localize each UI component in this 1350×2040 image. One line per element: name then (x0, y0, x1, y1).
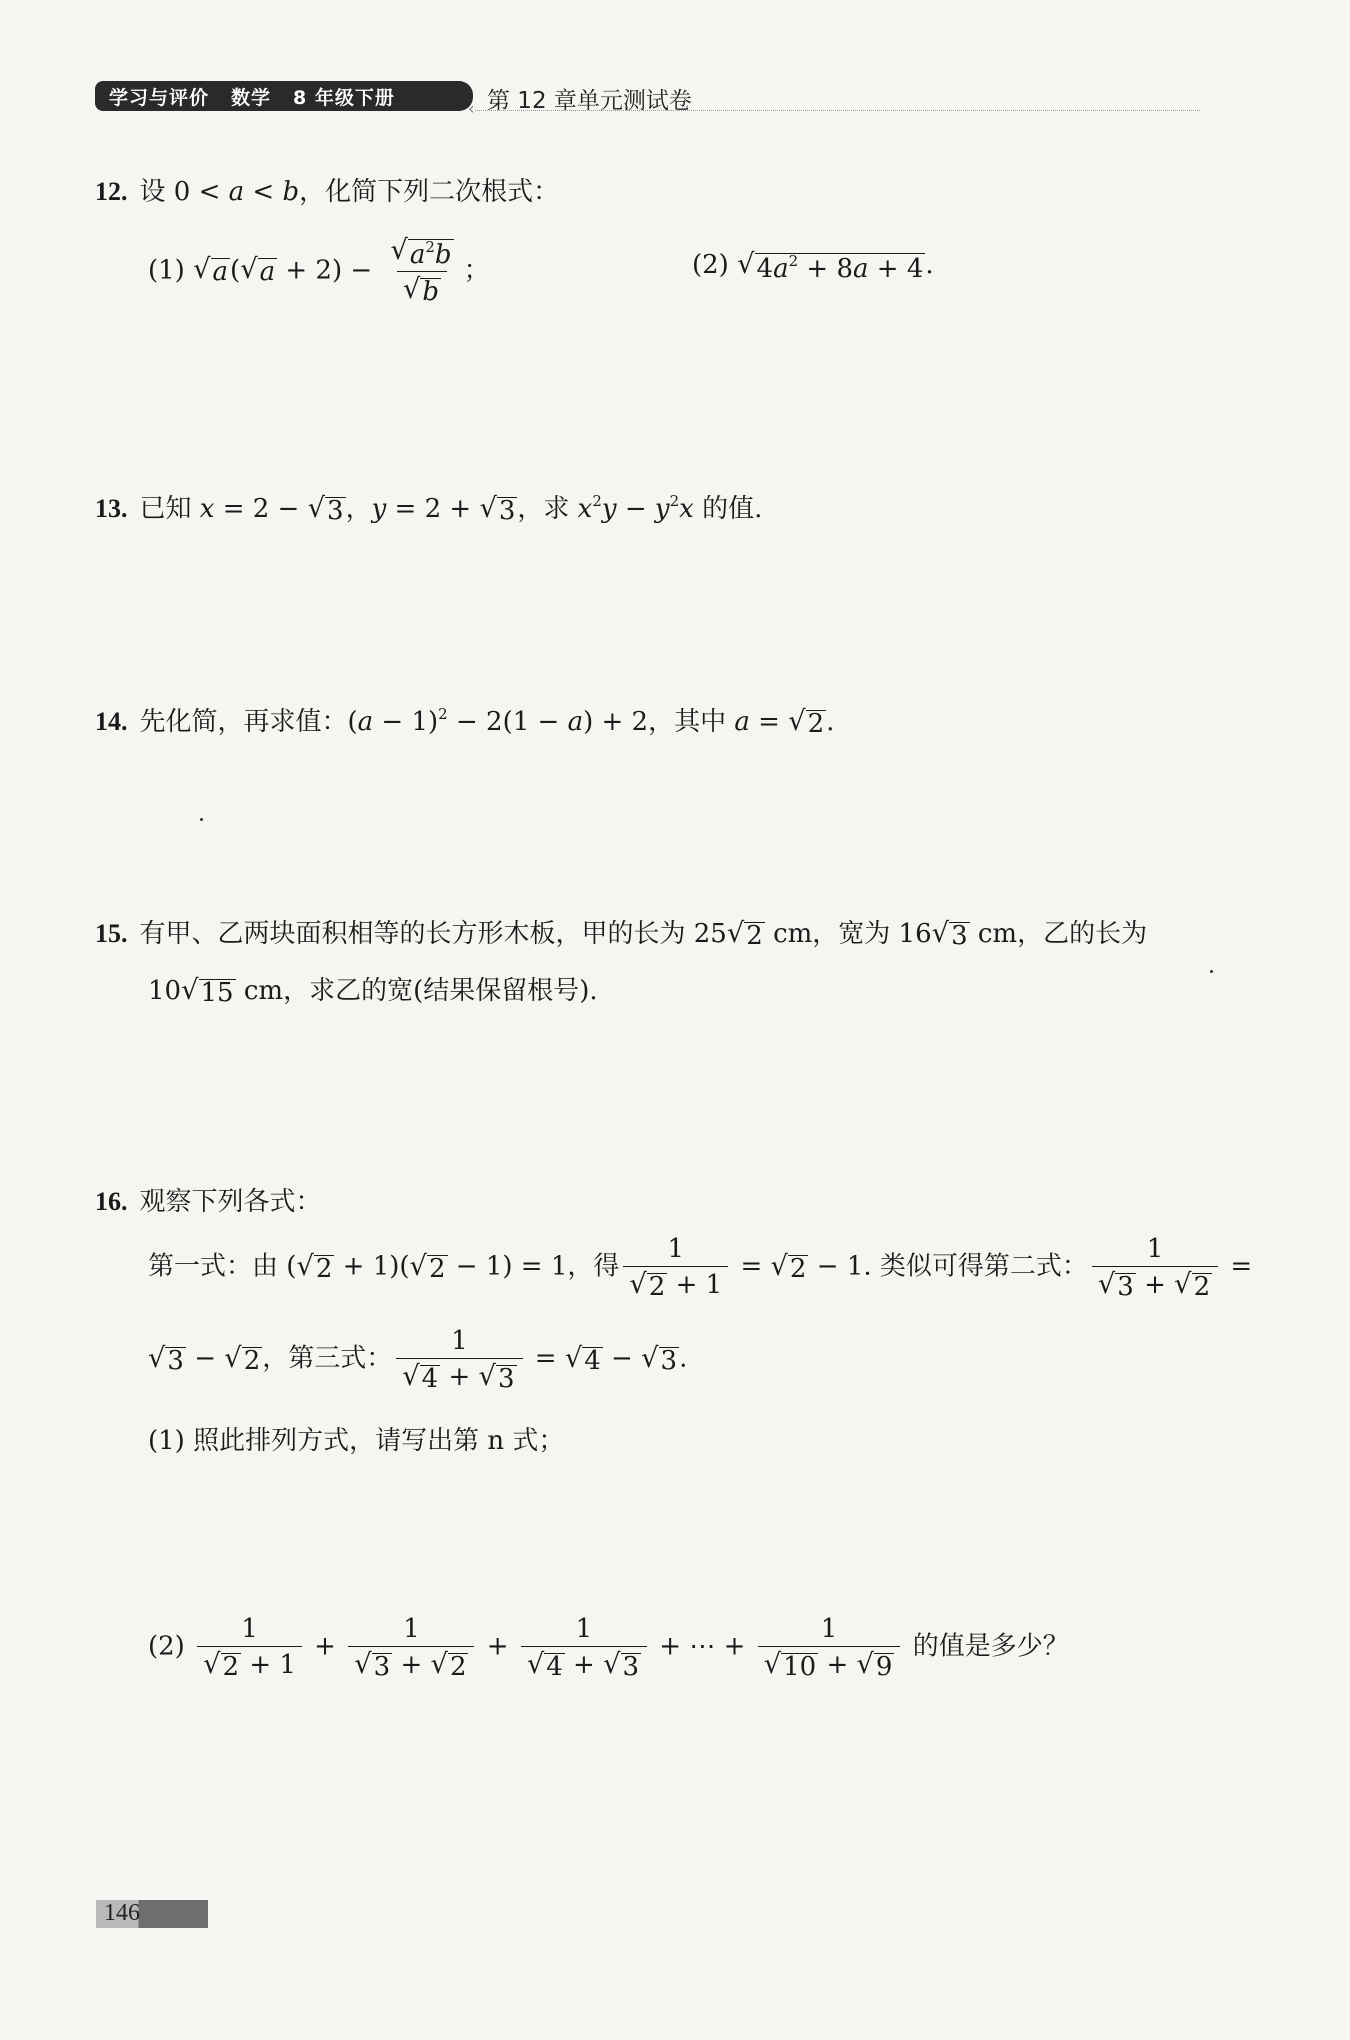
header-divider (475, 110, 1200, 111)
stray-dot (200, 818, 203, 821)
series-title: 学习与评价 (109, 86, 210, 109)
header-arrow-icon: ‹ (468, 99, 475, 118)
question-15-line-2: 10 √ 15 cm，求乙的宽(结果保留根号). (148, 975, 598, 1008)
question-16-first-line: 第一式：由 ( √ 2 + 1)( √ 2 − 1) = 1，得 1 √ 2 + 1 = √ 2 − 1. 类似可得第二式： 1 √ 3 + √ 2 = (148, 1234, 1253, 1302)
question-16-third-line: √ 3 − √ 2 ，第三式： 1 √ 4 + √ 3 = √ 4 − √ 3 . (148, 1326, 688, 1394)
question-12-part-1: (1) √ a ( √ a + 2) − √ $a^2b$ √ b ； (148, 235, 490, 308)
grade-label: 8 年级下册 (293, 86, 395, 109)
book-series-tab (95, 81, 473, 111)
subject-label: 数学 (231, 86, 272, 109)
stray-dot (1210, 970, 1213, 973)
question-16-part-2: (2) 1 √ 2 + 1 + 1 √ 3 + √ 2 + 1 √ 4 + √ 3 + ⋯ + 1 √ 10 + √ 9 的值是多少？ (148, 1614, 1069, 1682)
question-15-line-1: 15. 有甲、乙两块面积相等的长方形木板，甲的长为 25 √ 2 cm，宽为 16 √ 3 cm，乙的长为 (95, 918, 1148, 951)
question-16-part-1: (1) 照此排列方式，请写出第 n 式； (148, 1426, 565, 1456)
question-12-part-2: (2) √ $4a^2 + 8a + 4$ . (692, 249, 934, 284)
question-16-stem: 16. 观察下列各式： (95, 1187, 322, 1217)
question-12-stem: 12. 设 0 < a < b，化简下列二次根式： (95, 177, 560, 207)
page-number: 146 (104, 1900, 140, 1926)
chapter-title: 第 12 章单元测试卷 (487, 88, 692, 114)
question-14: 14. 先化简，再求值：$(a - 1)^2 - 2(1 - a) + 2$，其中 a = √ 2 . (95, 705, 835, 739)
question-13: 13. 已知 x = 2 − √ 3 ，y = 2 + √ 3 ，求 $x^2y - y^2x$ 的值. (95, 492, 763, 526)
